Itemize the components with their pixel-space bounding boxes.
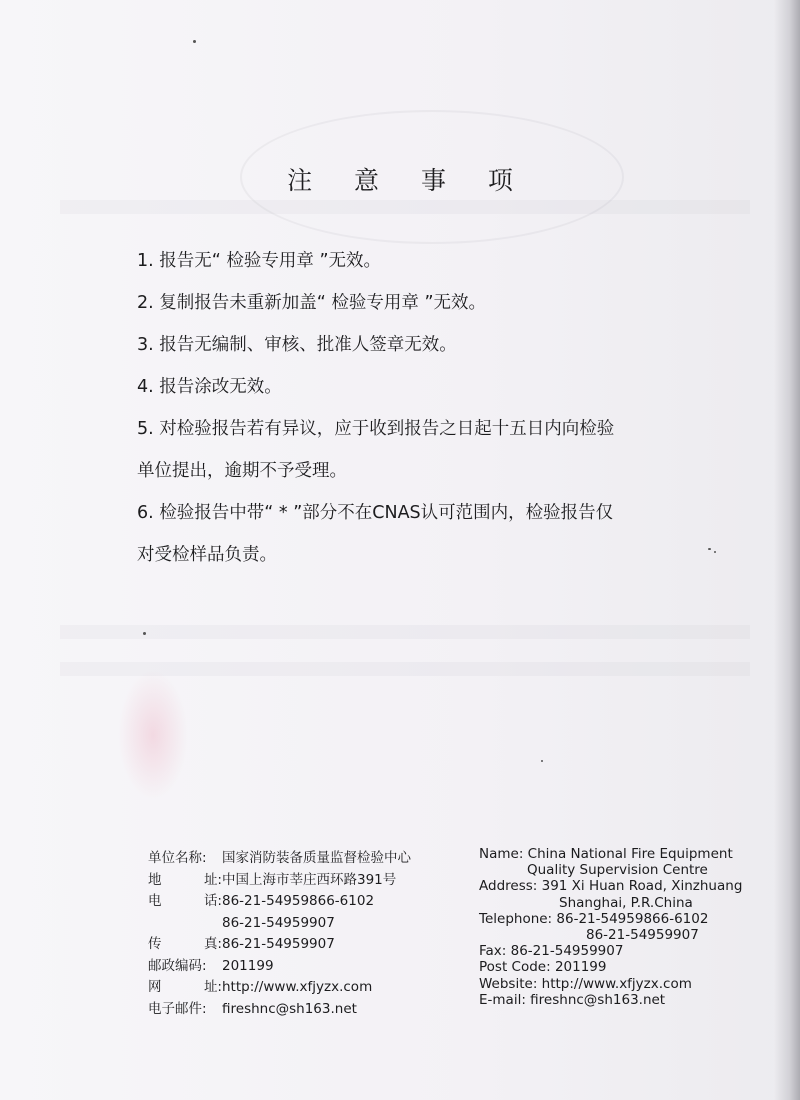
contact-value: fireshnc@sh163.net: [222, 1000, 357, 1017]
contact-label-part: 传: [148, 936, 162, 952]
contact-label: 单位名称:: [148, 850, 207, 866]
contact-value: 86-21-54959907: [222, 936, 335, 952]
contact-en-name: Name: China National Fire Equipment: [479, 846, 733, 862]
contact-row-telephone: [148, 891, 468, 913]
contact-en-email: E-mail: fireshnc@sh163.net: [479, 991, 666, 1008]
contact-en-telephone: Telephone: 86-21-54959866-6102: [479, 910, 709, 927]
note-item: 1. 报告无“ 检验专用章 ”无效。: [137, 251, 382, 271]
contact-en-postcode: Post Code: 201199: [479, 959, 607, 976]
ghost-text-band: [60, 200, 750, 214]
note-item: 3. 报告无编制、审核、批准人签章无效。: [137, 335, 457, 355]
contact-row-address: [148, 870, 468, 892]
stamp-smudge: [118, 670, 188, 800]
speck: [143, 632, 146, 635]
contact-label-part: 址:: [203, 871, 222, 888]
speck: [541, 760, 543, 762]
ghost-text-band: [60, 625, 750, 639]
contact-value: 86-21-54959866-6102: [222, 893, 375, 909]
contact-value: 中国上海市莘庄西环路391号: [222, 871, 397, 888]
notes-list: [137, 240, 737, 576]
contact-en-telephone-continuation: 86-21-54959907: [586, 927, 699, 944]
contact-block-chinese: [148, 848, 468, 1020]
page-title: 注 意 事 项: [287, 165, 530, 195]
contact-label-part: 址:: [203, 979, 222, 995]
contact-label-part: 真:: [203, 936, 222, 952]
contact-row-fax: [148, 934, 468, 956]
contact-value: 86-21-54959907: [222, 914, 335, 931]
contact-value: 201199: [222, 957, 274, 974]
contact-label-part: 网: [148, 979, 162, 995]
contact-row-website: [148, 977, 468, 999]
contact-label: 电子邮件:: [148, 1000, 207, 1017]
note-item-continuation: 对受检样品负责。: [137, 545, 277, 565]
contact-label: [148, 977, 222, 999]
contact-en-address: Address: 391 Xi Huan Road, Xinzhuang: [479, 878, 743, 895]
contact-label-part: 电: [148, 893, 162, 909]
contact-value: 国家消防装备质量监督检验中心: [222, 850, 411, 866]
note-item-continuation: 单位提出，逾期不予受理。: [137, 461, 347, 481]
contact-row-telephone-2: [148, 913, 468, 935]
contact-en-fax: Fax: 86-21-54959907: [479, 943, 624, 960]
note-item: 6. 检验报告中带“ * ”部分不在CNAS认可范围内，检验报告仅: [137, 503, 614, 523]
contact-label: [148, 891, 222, 913]
contact-row-email: [148, 999, 468, 1021]
contact-en-name-continuation: Quality Supervision Centre: [527, 862, 708, 879]
contact-block-english: [479, 846, 779, 1008]
contact-row-name: [148, 848, 468, 870]
contact-en-website: Website: http://www.xfjyzx.com: [479, 975, 692, 992]
note-item: 2. 复制报告未重新加盖“ 检验专用章 ”无效。: [137, 293, 487, 313]
contact-label: [148, 934, 222, 956]
contact-label: 邮政编码:: [148, 957, 207, 974]
note-item: 4. 报告涂改无效。: [137, 377, 282, 397]
contact-label-part: 地: [148, 871, 162, 888]
speck: [193, 40, 196, 43]
note-item: 5. 对检验报告若有异议，应于收到报告之日起十五日内向检验: [137, 419, 615, 439]
contact-value: http://www.xfjyzx.com: [222, 979, 373, 995]
contact-label: [148, 870, 222, 892]
contact-label-part: 话:: [203, 893, 222, 909]
contact-en-address-continuation: Shanghai, P.R.China: [559, 894, 693, 911]
contact-row-postcode: [148, 956, 468, 978]
